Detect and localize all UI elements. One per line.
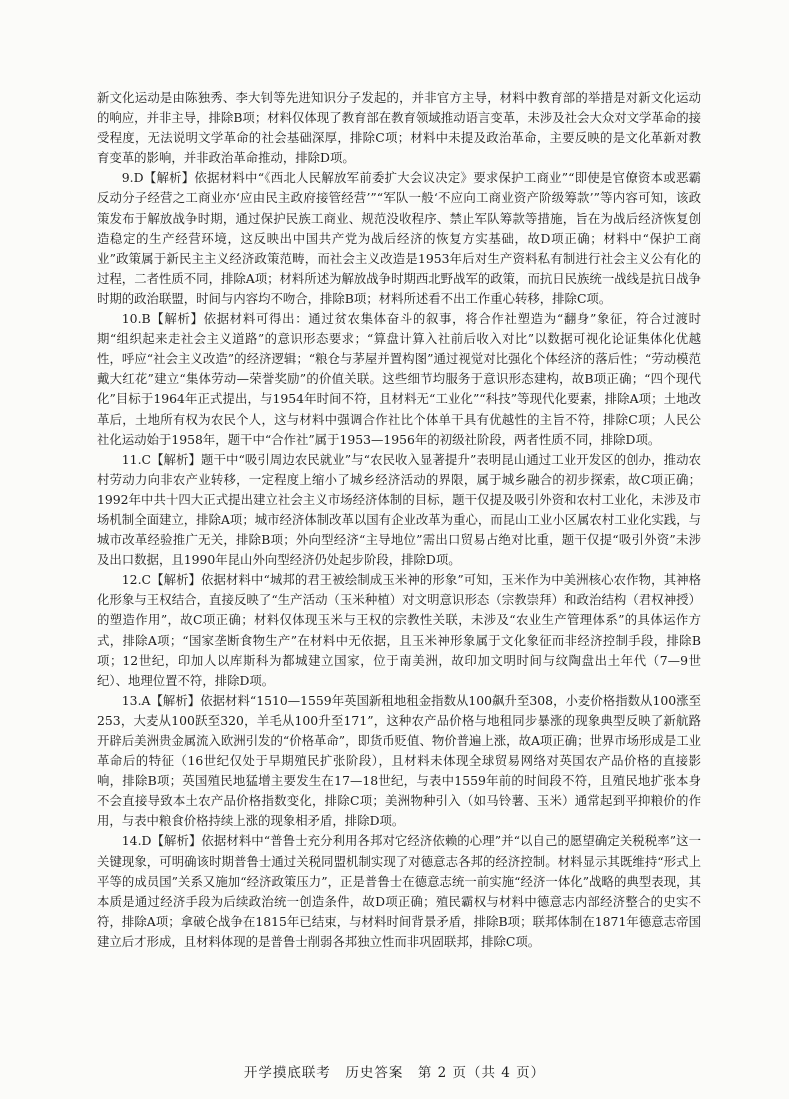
- answer-13: 13.A【解析】依据材料“1510—1559年英国新租地租金指数从100飙升至308，小麦价格指数从100涨至253，大麦从100跃至320，羊毛从100升至171”，这种农产品价格与地租同步暴涨的现象典型反映了新航路开辟后美洲贵金属流入欧洲引发的“价格革命”，即货币贬值、物价普遍上涨，故A项正确；世界市场形成是工业革命后的特征（16世纪仅处于早期殖民扩张阶段），且材料未体现全球贸易网络对英国农产品价格的直接影响，排除B项；英国殖民地猛增主要发生在17—18世纪，与表中1559年前的时间段不符，且殖民地扩张本身不会直接导致本土农产品价格指数变化，排除C项；美洲物种引入（如马铃薯、玉米）通常起到平抑粮价的作用，与表中粮食价格持续上涨的现象相矛盾，排除D项。: [97, 692, 701, 829]
- answer-14: 14.D【解析】依据材料中“普鲁士充分利用各邦对它经济依赖的心理”并“以自己的愿望确定关税税率”这一关键现象，可明确该时期普鲁士通过关税同盟机制实现了对德意志各邦的经济控制。材料显示其既维持“形式上平等的成员国”关系又施加“经济政策压力”，正是普鲁士在德意志统一前实施“经济一体化”战略的典型表现，其本质是通过经济手段为后续政治统一创造条件，故D项正确；殖民霸权与材料中德意志内部经济整合的史实不符，排除A项；拿破仑战争在1815年已结束，与材料时间背景矛盾，排除B项；联邦体制在1871年德意志帝国建立后才形成，且材料体现的是普鲁士削弱各邦独立性而非巩固联邦，排除C项。: [97, 833, 701, 949]
- answer-10: 10.B【解析】依据材料可得出：通过贫农集体奋斗的叙事，将合作社塑造为“翻身”象征，符合过渡时期“组织起来走社会主义道路”的意识形态要求；“算盘计算入社前后收入对比”以数据可视化论证集体化优越性，呼应“社会主义改造”的经济逻辑；“粮仓与茅屋并置构图”通过视觉对比强化个体经济的落后性；“劳动模范戴大红花”建立“集体劳动—荣誉奖励”的价值关联。这些细节均服务于意识形态建构，故B项正确；“四个现代化”目标于1964年正式提出，与1954年时间不符，且材料无“工业化”“科技”等现代化要素，排除A项；土地改革后，土地所有权为农民个人，这与材料中强调合作社比个体单干具有优越性的主旨不符，排除C项；人民公社化运动始于1958年，题干中“合作社”属于1953—1956年的初级社阶段，两者性质不同，排除D项。: [97, 311, 701, 447]
- answer-8-continuation: 新文化运动是由陈独秀、李大钊等先进知识分子发起的，并非官方主导，材料中教育部的举措是对新文化运动的响应，并非主导，排除B项；材料仅体现了教育部在教育领域推动语言变革，未涉及社会大众对文学革命的接受程度，无法说明文学革命的社会基础深厚，排除C项；材料中未提及政治革命，主要反映的是文化革新对教育变革的影响，并非政治革命推动，排除D项。: [97, 90, 701, 166]
- answer-12: 12.C【解析】依据材料中“城邦的君王被绘制成玉米神的形象”可知，玉米作为中美洲核心农作物，其神格化形象与王权结合，直接反映了“生产活动（玉米种植）对文明意识形态（宗教崇拜）和政治结构（君权神授）的塑造作用”，故C项正确；材料仅体现玉米与王权的宗教性关联，未涉及“农业生产管理体系”的具体运作方式，排除A项；“国家垄断食物生产”在材料中无依据，且玉米神形象属于文化象征而非经济控制手段，排除B项；12世纪，印加人以库斯科为都城建立国家，位于南美洲，故印加文明时间与纹陶盘出土年代（7—9世纪）、地理位置不符，排除D项。: [97, 572, 701, 688]
- answer-11: 11.C【解析】题干中“吸引周边农民就业”与“农民收入显著提升”表明昆山通过工业开发区的创办，推动农村劳动力向非农产业转移，一定程度上缩小了城乡经济活动的界限，属于城乡融合的初步探索，故C项正确；1992年中共十四大正式提出建立社会主义市场经济体制的目标，题干仅提及吸引外资和农村工业化，未涉及市场机制全面建立，排除A项；城市经济体制改革以国有企业改革为重心，而昆山工业小区属农村工业化实践，与城市改革经验推广无关，排除B项；外向型经济“主导地位”需出口贸易占绝对比重，题干仅提“吸引外资”未涉及出口数据，且1990年昆山外向型经济仍处起步阶段，排除D项。: [97, 451, 701, 568]
- answer-body: [97, 88, 701, 952]
- answer-9: 9.D【解析】依据材料中“《西北人民解放军前委扩大会议决定》要求保护工商业”“即使是官僚资本或恶霸反动分子经营之工商业亦‘应由民主政府接管经营’”“军队一般‘不应向工商业资产阶级筹款’”等内容可知，该政策发布于解放战争时期，通过保护民族工商业、规范没收程序、禁止军队筹款等措施，旨在为战后经济恢复创造稳定的生产经营环境，这反映出中国共产党为战后经济的恢复方实基础，故D项正确；材料中“保护工商业”政策属于新民主主义经济政策范畴，而社会主义改造是1953年后对生产资料私有制进行社会主义公有化的过程，二者性质不同，排除A项；材料所述为解放战争时期西北野战军的政策，而抗日民族统一战线是抗日战争时期的政治联盟，时间与内容均不吻合，排除B项；材料所述看不出工作重心转移，排除C项。: [97, 170, 701, 306]
- page-footer: 开学摸底联考 历史答案 第 2 页（共 4 页）: [243, 1065, 546, 1081]
